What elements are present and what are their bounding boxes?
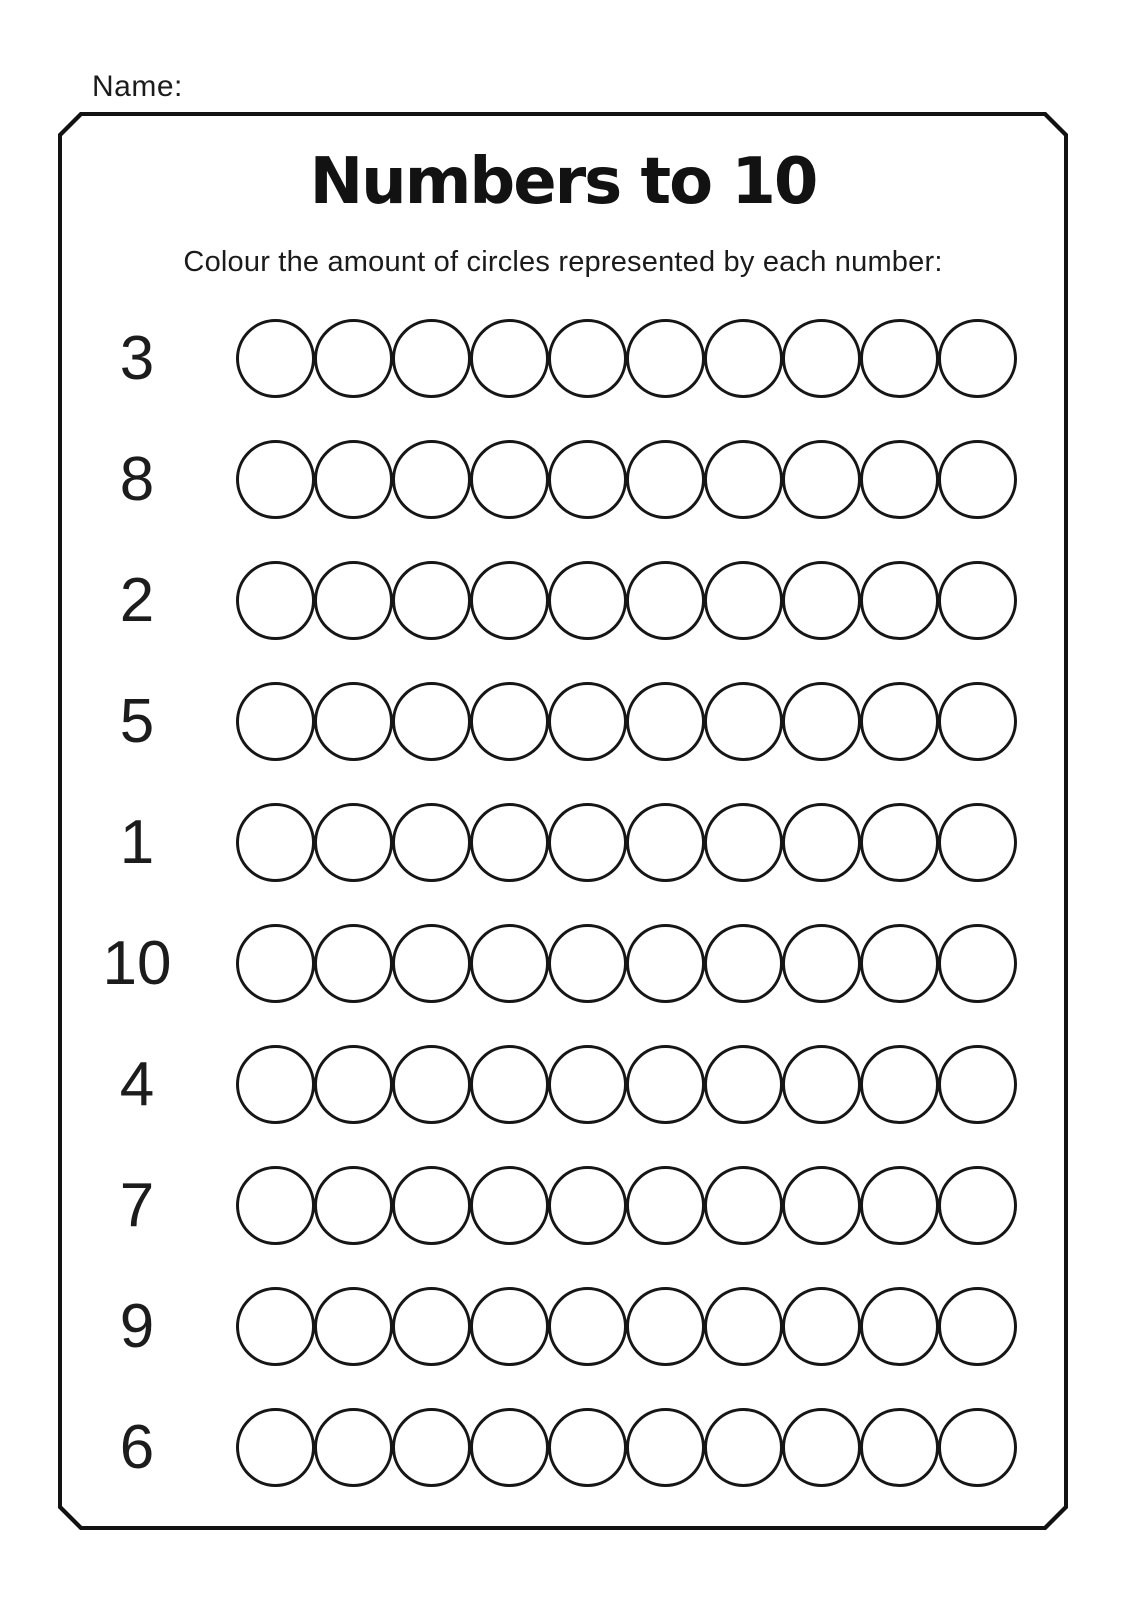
colour-circle[interactable] [236, 1287, 315, 1366]
colour-circle[interactable] [782, 440, 861, 519]
colour-circle[interactable] [470, 1408, 549, 1487]
colour-circle[interactable] [548, 1287, 627, 1366]
colour-circle[interactable] [626, 1045, 705, 1124]
colour-circle[interactable] [704, 803, 783, 882]
colour-circle[interactable] [704, 1166, 783, 1245]
colour-circle[interactable] [392, 924, 471, 1003]
number-row [58, 419, 1068, 540]
colour-circle[interactable] [938, 319, 1017, 398]
colour-circle[interactable] [236, 924, 315, 1003]
colour-circle[interactable] [626, 440, 705, 519]
circles-group [236, 924, 1017, 1003]
colour-circle[interactable] [392, 682, 471, 761]
colour-circle[interactable] [470, 561, 549, 640]
colour-circle[interactable] [470, 1287, 549, 1366]
colour-circle[interactable] [860, 924, 939, 1003]
colour-circle[interactable] [548, 319, 627, 398]
colour-circle[interactable] [704, 1287, 783, 1366]
worksheet-title: Numbers to 10 [309, 145, 817, 219]
colour-circle[interactable] [704, 561, 783, 640]
circles-group [236, 803, 1017, 882]
colour-circle[interactable] [626, 1408, 705, 1487]
colour-circle[interactable] [860, 682, 939, 761]
colour-circle[interactable] [392, 440, 471, 519]
number-row [58, 903, 1068, 1024]
colour-circle[interactable] [470, 440, 549, 519]
colour-circle[interactable] [782, 1287, 861, 1366]
circles-group [236, 682, 1017, 761]
colour-circle[interactable] [704, 440, 783, 519]
row-number: 5 [119, 686, 155, 756]
row-number: 8 [119, 444, 155, 514]
colour-circle[interactable] [236, 561, 315, 640]
row-number: 4 [119, 1049, 155, 1119]
colour-circle[interactable] [704, 1045, 783, 1124]
colour-circle[interactable] [782, 1166, 861, 1245]
colour-circle[interactable] [314, 1408, 393, 1487]
colour-circle[interactable] [548, 803, 627, 882]
colour-circle[interactable] [392, 1287, 471, 1366]
colour-circle[interactable] [314, 319, 393, 398]
row-number: 2 [119, 565, 155, 635]
number-row [58, 661, 1068, 782]
colour-circle[interactable] [470, 1166, 549, 1245]
colour-circle[interactable] [704, 319, 783, 398]
colour-circle[interactable] [626, 1166, 705, 1245]
colour-circle[interactable] [704, 1408, 783, 1487]
colour-circle[interactable] [392, 1045, 471, 1124]
colour-circle[interactable] [782, 924, 861, 1003]
colour-circle[interactable] [626, 803, 705, 882]
colour-circle[interactable] [782, 682, 861, 761]
colour-circle[interactable] [782, 1045, 861, 1124]
circles-group [236, 561, 1017, 640]
colour-circle[interactable] [860, 1045, 939, 1124]
colour-circle[interactable] [782, 803, 861, 882]
number-row [58, 1145, 1068, 1266]
circles-group [236, 1408, 1017, 1487]
colour-circle[interactable] [392, 561, 471, 640]
colour-circle[interactable] [548, 1166, 627, 1245]
colour-circle[interactable] [236, 319, 315, 398]
row-number: 10 [102, 928, 172, 998]
row-number: 9 [119, 1291, 155, 1361]
circles-group [236, 1045, 1017, 1124]
colour-circle[interactable] [938, 1166, 1017, 1245]
colour-circle[interactable] [236, 1408, 315, 1487]
colour-circle[interactable] [314, 682, 393, 761]
colour-circle[interactable] [938, 561, 1017, 640]
colour-circle[interactable] [626, 561, 705, 640]
colour-circle[interactable] [314, 1045, 393, 1124]
colour-circle[interactable] [782, 1408, 861, 1487]
colour-circle[interactable] [626, 924, 705, 1003]
colour-circle[interactable] [860, 440, 939, 519]
colour-circle[interactable] [938, 440, 1017, 519]
colour-circle[interactable] [782, 561, 861, 640]
name-label: Name: [92, 70, 183, 103]
colour-circle[interactable] [392, 803, 471, 882]
colour-circle[interactable] [938, 1045, 1017, 1124]
colour-circle[interactable] [470, 319, 549, 398]
colour-circle[interactable] [938, 924, 1017, 1003]
colour-circle[interactable] [236, 1045, 315, 1124]
colour-circle[interactable] [236, 1166, 315, 1245]
colour-circle[interactable] [470, 924, 549, 1003]
colour-circle[interactable] [938, 1408, 1017, 1487]
colour-circle[interactable] [860, 1166, 939, 1245]
colour-circle[interactable] [704, 924, 783, 1003]
rows [58, 298, 1068, 1508]
colour-circle[interactable] [236, 803, 315, 882]
colour-circle[interactable] [470, 682, 549, 761]
colour-circle[interactable] [392, 1408, 471, 1487]
circles-group [236, 1287, 1017, 1366]
colour-circle[interactable] [938, 682, 1017, 761]
number-row [58, 298, 1068, 419]
worksheet-content [58, 112, 1068, 1530]
colour-circle[interactable] [548, 1045, 627, 1124]
colour-circle[interactable] [860, 1408, 939, 1487]
colour-circle[interactable] [548, 561, 627, 640]
number-row [58, 782, 1068, 903]
colour-circle[interactable] [392, 1166, 471, 1245]
colour-circle[interactable] [548, 1408, 627, 1487]
colour-circle[interactable] [314, 803, 393, 882]
colour-circle[interactable] [236, 440, 315, 519]
colour-circle[interactable] [314, 1166, 393, 1245]
colour-circle[interactable] [548, 682, 627, 761]
row-number: 7 [119, 1170, 155, 1240]
row-number: 6 [119, 1412, 155, 1482]
colour-circle[interactable] [236, 682, 315, 761]
colour-circle[interactable] [938, 1287, 1017, 1366]
colour-circle[interactable] [314, 924, 393, 1003]
colour-circle[interactable] [314, 440, 393, 519]
colour-circle[interactable] [860, 319, 939, 398]
colour-circle[interactable] [314, 1287, 393, 1366]
colour-circle[interactable] [626, 319, 705, 398]
circles-group [236, 440, 1017, 519]
instruction-text: Colour the amount of circles represented by each number: [183, 246, 943, 278]
number-row [58, 1266, 1068, 1387]
colour-circle[interactable] [392, 319, 471, 398]
row-number: 1 [119, 807, 155, 877]
colour-circle[interactable] [938, 803, 1017, 882]
circles-group [236, 319, 1017, 398]
colour-circle[interactable] [860, 561, 939, 640]
number-row [58, 1387, 1068, 1508]
colour-circle[interactable] [470, 803, 549, 882]
colour-circle[interactable] [470, 1045, 549, 1124]
colour-circle[interactable] [704, 682, 783, 761]
colour-circle[interactable] [782, 319, 861, 398]
colour-circle[interactable] [548, 440, 627, 519]
row-number: 3 [119, 323, 155, 393]
number-row [58, 1024, 1068, 1145]
colour-circle[interactable] [860, 803, 939, 882]
circles-group [236, 1166, 1017, 1245]
colour-circle[interactable] [314, 561, 393, 640]
colour-circle[interactable] [626, 682, 705, 761]
number-row [58, 540, 1068, 661]
colour-circle[interactable] [548, 924, 627, 1003]
colour-circle[interactable] [860, 1287, 939, 1366]
colour-circle[interactable] [626, 1287, 705, 1366]
